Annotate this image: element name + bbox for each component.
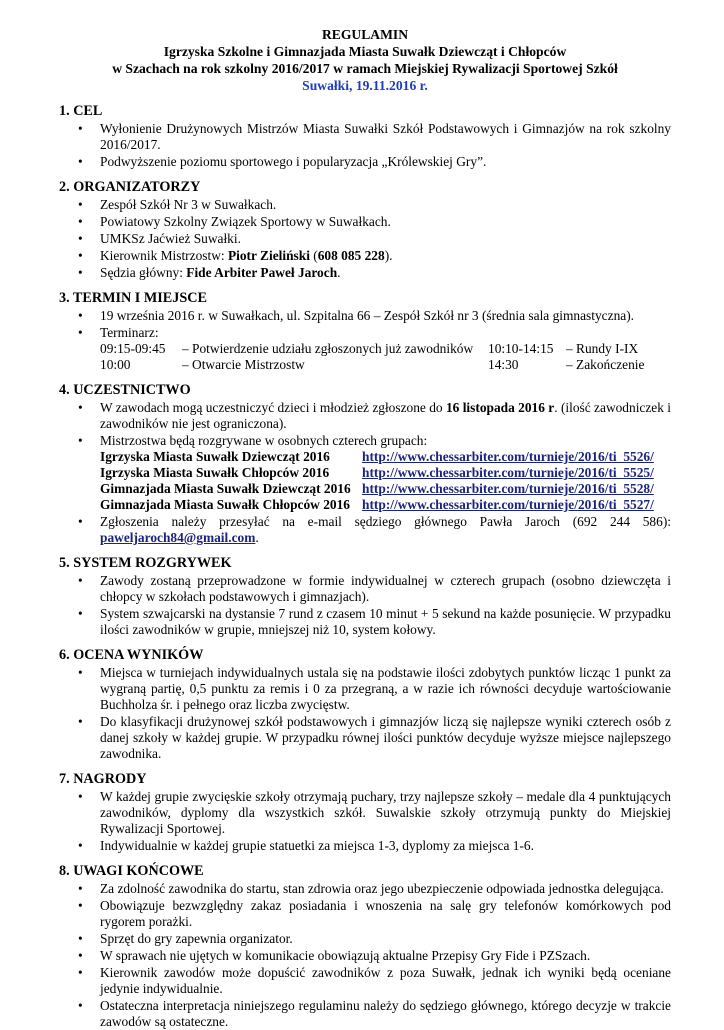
period: . [337, 265, 341, 280]
list-item: • Indywidualnie w każdej grupie statuetki za miejsca 1-3, dyplomy za miejsca 1-6. [59, 838, 671, 854]
list-item: • 19 września 2016 r. w Suwałkach, ul. Szpitalna 66 – Zespół Szkół nr 3 (średnia sala gimnastyczna). [59, 308, 671, 324]
section-title: 6. OCENA WYNIKÓW [59, 647, 204, 663]
text: W zawodach mogą uczestniczyć dzieci i młodzież zgłoszone do [100, 400, 446, 415]
schedule-time: 14:30 [488, 357, 519, 372]
doc-place-date: Suwałki, 19.11.2016 r. [302, 78, 428, 93]
section-title: 5. SYSTEM ROZGRYWEK [59, 555, 232, 571]
group-name: Igrzyska Miasta Suwałk Chłopców 2016 [100, 465, 330, 480]
section-list [59, 121, 671, 170]
section-cel [59, 102, 671, 170]
section-uczestnictwo [59, 381, 671, 546]
groups-table [100, 449, 671, 513]
text: Zgłoszenia należy przesyłać na e-mail sędziego głównego Pawła Jaroch (692 244 586): [100, 514, 671, 529]
list-item-terminarz [59, 325, 671, 373]
list-item: • W sprawach nie ujętych w komunikacie obowiązują aktualne Przepisy Gry Fide i PZSzach. [59, 948, 671, 964]
list-item: • Zawody zostaną przeprowadzone w formie indywidualnej w czterech grupach (osobno dziewczęta i chłopcy w szkołach podstawowych i gimnazjach). [59, 573, 671, 605]
group-link[interactable]: http://www.chessarbiter.com/turnieje/2016/ti_5526/ [362, 449, 654, 464]
schedule-time: 10:10-14:15 [488, 341, 554, 356]
section-list [59, 665, 671, 762]
schedule-table [100, 341, 671, 373]
section-title: 3. TERMIN I MIEJSCE [59, 290, 207, 306]
group-link[interactable]: http://www.chessarbiter.com/turnieje/2016/ti_5528/ [362, 481, 654, 496]
section-system [59, 554, 671, 638]
deadline-date: 16 listopada 2016 r [445, 400, 555, 415]
list-item: • Zespół Szkół Nr 3 w Suwałkach. [59, 197, 671, 213]
list-item: • Sprzęt do gry zapewnia organizator. [59, 931, 671, 947]
list-item: • Obowiązuje bezwzględny zakaz posiadania i wnoszenia na salę gry telefonów komórkowych pod rygorem porażki. [59, 898, 671, 930]
doc-title: REGULAMIN [321, 27, 409, 42]
schedule-time: 09:15-09:45 [100, 341, 166, 356]
section-ocena [59, 646, 671, 762]
label: Sędzia główny: [100, 265, 187, 280]
section-title: 4. UCZESTNICTWO [59, 382, 191, 398]
group-name: Igrzyska Miasta Suwałk Dziewcząt 2016 [100, 449, 330, 464]
list-item: • System szwajcarski na dystansie 7 rund z czasem 10 minut + 5 sekund na każde posunięcie. W przypadku ilości zawodników w grupie, mniejszej niż 10, system kołowy. [59, 606, 671, 638]
schedule-desc: – Potwierdzenie udziału zgłoszonych już zawodników [182, 341, 474, 356]
section-list [59, 400, 671, 546]
list-item-groups [59, 433, 671, 513]
schedule-desc: – Rundy I-IX [566, 341, 639, 356]
group-name: Gimnazjada Miasta Suwałk Chłopców 2016 [100, 497, 350, 512]
paren-close: ). [384, 248, 393, 263]
section-list [59, 573, 671, 638]
list-item: • Kierownik zawodów może dopuścić zawodników z poza Suwałk, jednak ich wyniki będą oceniane jedynie indywidualnie. [59, 965, 671, 997]
section-uwagi [59, 862, 671, 1030]
list-item: • Powiatowy Szkolny Związek Sportowy w Suwałkach. [59, 214, 671, 230]
kierownik-phone: 608 085 228 [317, 248, 385, 263]
section-list [59, 881, 671, 1030]
section-list [59, 789, 671, 854]
sedzia-name: Fide Arbiter Paweł Jaroch [186, 265, 338, 280]
paren-open: ( [309, 248, 318, 263]
list-item: • Ostateczna interpretacja niniejszego regulaminu należy do sędziego głównego, którego decyzje w trakcie zawodów są ostateczne. [59, 998, 671, 1030]
list-item: • Do klasyfikacji drużynowej szkół podstawowych i gimnazjów liczą się najlepsze wyniki czterech osób z danej szkoły w każdej grupie. W przypadku równej ilości punktów decyduje wyższe miejsce najlepszego zawodnika. [59, 714, 671, 762]
section-termin [59, 289, 671, 373]
groups-intro: • Mistrzostwa będą rozgrywane w osobnych czterech grupach: [100, 433, 428, 448]
schedule-desc: – Zakończenie [566, 357, 645, 372]
doc-subtitle-line1: Igrzyska Szkolne i Gimnazjada Miasta Suwałk Dziewcząt i Chłopców [163, 44, 567, 59]
kierownik-name: Piotr Zieliński [227, 248, 310, 263]
list-item: • UMKSz Jaćwież Suwałki. [59, 231, 671, 247]
label: Kierownik Mistrzostw: [100, 248, 228, 263]
section-title: 1. CEL [59, 103, 103, 119]
terminarz-label: • Terminarz: [100, 325, 159, 340]
period: . [255, 530, 259, 545]
group-link[interactable]: http://www.chessarbiter.com/turnieje/2016/ti_5527/ [362, 497, 654, 512]
list-item: • Za zdolność zawodnika do startu, stan zdrowia oraz jego ubezpieczenie odpowiada jednostka delegująca. [59, 881, 671, 897]
list-item-sedzia [59, 265, 671, 281]
section-organizatorzy [59, 178, 671, 281]
group-link[interactable]: http://www.chessarbiter.com/turnieje/2016/ti_5525/ [362, 465, 654, 480]
group-name: Gimnazjada Miasta Suwałk Dziewcząt 2016 [100, 481, 351, 496]
schedule-time: 10:00 [100, 357, 131, 372]
list-item: • Podwyższenie poziomu sportowego i popularyzacja „Królewskiej Gry”. [59, 154, 671, 170]
email-link[interactable]: paweljaroch84@gmail.com [100, 530, 256, 545]
section-title: 8. UWAGI KOŃCOWE [59, 863, 204, 879]
list-item: • W każdej grupie zwycięskie szkoły otrzymają puchary, trzy najlepsze szkoły – medale dla 4 punktujących zawodników, dyplomy dla wszystkich szkół. Suwalskie szkoły otrzymują punkty do Miejskiej Rywalizacji Sportowej. [59, 789, 671, 837]
section-title: 2. ORGANIZATORZY [59, 179, 201, 195]
section-title: 7. NAGRODY [59, 771, 147, 787]
section-nagrody [59, 770, 671, 854]
list-item-email [59, 514, 671, 546]
doc-subtitle-line2: w Szachach na rok szkolny 2016/2017 w ramach Miejskiej Rywalizacji Sportowej Szkół [112, 61, 618, 76]
list-item-kierownik [59, 248, 671, 264]
text: . (ilość zawodniczek i zawodników nie jest ograniczona). [100, 400, 672, 431]
list-item [59, 400, 671, 432]
schedule-desc: – Otwarcie Mistrzostw [182, 357, 305, 372]
section-list [59, 308, 671, 373]
section-list [59, 197, 671, 281]
list-item: • Miejsca w turniejach indywidualnych ustala się na podstawie ilości zdobytych punktów licząc 1 punkt za wygraną partię, 0,5 punktu za remis i 0 za przegraną, a w razie ich równości decyduje wartościowanie Buchholza śr. i pełnego oraz liczba zwycięstw. [59, 665, 671, 713]
document-header [59, 26, 671, 94]
list-item: • Wyłonienie Drużynowych Mistrzów Miasta Suwałki Szkół Podstawowych i Gimnazjów na rok szkolny 2016/2017. [59, 121, 671, 153]
